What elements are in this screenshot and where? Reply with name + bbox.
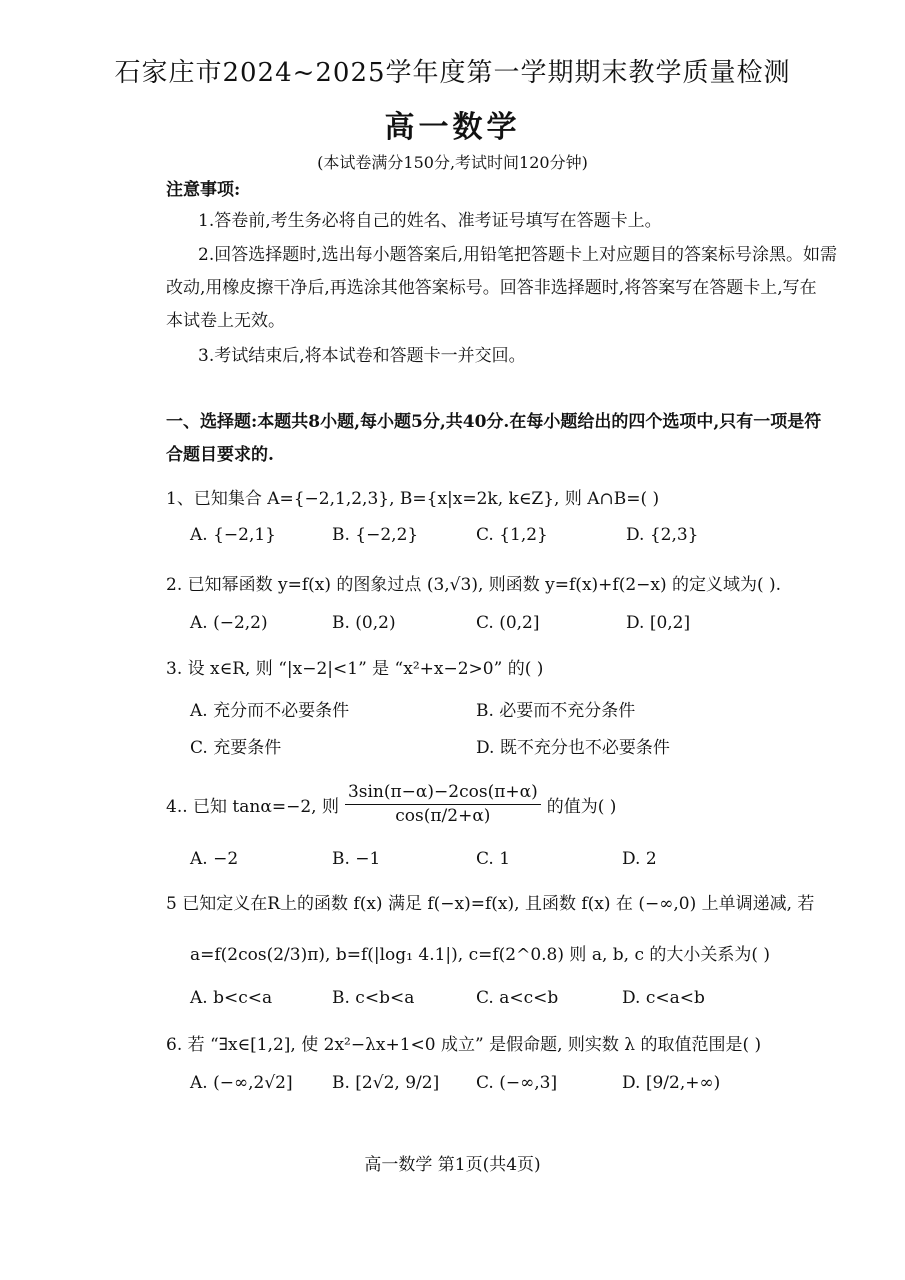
section-heading: 一、选择题:本题共8小题,每小题5分,共40分.在每小题给出的四个选项中,只有一项是符 — [166, 412, 822, 432]
notice-item-2-end: 本试卷上无效。 — [166, 311, 285, 331]
section-heading-cont: 合题目要求的. — [166, 445, 274, 465]
question-1-option-d: D. {2,3} — [626, 525, 699, 545]
notice-item-2: 2.回答选择题时,选出每小题答案后,用铅笔把答题卡上对应题目的答案标号涂黑。如需 — [198, 245, 838, 265]
notice-item-3: 3.考试结束后,将本试卷和答题卡一并交回。 — [198, 346, 526, 366]
question-4-suffix: 的值为( ) — [546, 796, 617, 817]
exam-title: 石家庄市2024~2025学年度第一学期期末教学质量检测 — [114, 58, 791, 88]
question-3-option-b: B. 必要而不充分条件 — [476, 701, 636, 721]
question-1-option-c: C. {1,2} — [476, 525, 548, 545]
page-footer: 高一数学 第1页(共4页) — [364, 1155, 541, 1175]
question-1-option-a: A. {−2,1} — [190, 525, 276, 545]
question-5-option-c: C. a<c<b — [476, 988, 559, 1008]
question-6-option-c: C. (−∞,3] — [476, 1073, 558, 1093]
question-5-stem: 5 已知定义在R上的函数 f(x) 满足 f(−x)=f(x), 且函数 f(x) 在 (−∞,0) 上单调递减, 若 — [166, 894, 815, 914]
question-6-option-d: D. [9/2,+∞) — [622, 1073, 721, 1093]
question-6-option-b: B. [2√2, 9/2] — [332, 1073, 440, 1093]
question-6-option-a: A. (−∞,2√2] — [190, 1073, 293, 1093]
question-4-option-a: A. −2 — [190, 849, 239, 869]
question-4-option-d: D. 2 — [622, 849, 657, 869]
question-5-definitions: a=f(2cos(2/3)π), b=f(|log₁ 4.1|), c=f(2^0.8) 则 a, b, c 的大小关系为( ) — [190, 945, 771, 965]
question-3-stem: 3. 设 x∈R, 则 “|x−2|<1” 是 “x²+x−2>0” 的( ) — [166, 659, 544, 679]
question-2-option-b: B. (0,2) — [332, 613, 396, 633]
question-4-stem — [166, 774, 616, 834]
question-3-option-a: A. 充分而不必要条件 — [190, 701, 350, 721]
question-4-option-b: B. −1 — [332, 849, 381, 869]
question-4-numerator: 3sin(π−α)−2cos(π+α) — [345, 781, 541, 804]
question-2-option-d: D. [0,2] — [626, 613, 691, 633]
notice-heading: 注意事项: — [166, 180, 241, 200]
notice-item-2-cont: 改动,用橡皮擦干净后,再选涂其他答案标号。回答非选择题时,将答案写在答题卡上,写在 — [166, 278, 817, 298]
question-5-option-d: D. c<a<b — [622, 988, 705, 1008]
question-5-option-a: A. b<c<a — [190, 988, 273, 1008]
question-4-prefix: 4.. 已知 tanα=−2, 则 — [166, 796, 339, 817]
question-4-fraction — [345, 781, 541, 826]
question-1-option-b: B. {−2,2} — [332, 525, 419, 545]
notice-item-1: 1.答卷前,考生务必将自己的姓名、准考证号填写在答题卡上。 — [198, 211, 662, 231]
question-5-option-b: B. c<b<a — [332, 988, 415, 1008]
question-4-denominator: cos(π/2+α) — [395, 805, 491, 826]
question-3-option-c: C. 充要条件 — [190, 738, 282, 758]
question-1-stem: 1、已知集合 A={−2,1,2,3}, B={x|x=2k, k∈Z}, 则 A∩B=( ) — [166, 489, 660, 509]
question-2-stem: 2. 已知幂函数 y=f(x) 的图象过点 (3,√3), 则函数 y=f(x)+f(2−x) 的定义域为( ). — [166, 575, 782, 595]
question-2-option-c: C. (0,2] — [476, 613, 540, 633]
question-2-option-a: A. (−2,2) — [190, 613, 268, 633]
question-6-stem: 6. 若 “∃x∈[1,2], 使 2x²−λx+1<0 成立” 是假命题, 则实数 λ 的取值范围是( ) — [166, 1035, 762, 1055]
question-3-option-d: D. 既不充分也不必要条件 — [476, 738, 670, 758]
exam-subject: 高一数学 — [384, 110, 521, 145]
question-4-option-c: C. 1 — [476, 849, 511, 869]
exam-meta: (本试卷满分150分,考试时间120分钟) — [317, 153, 588, 172]
